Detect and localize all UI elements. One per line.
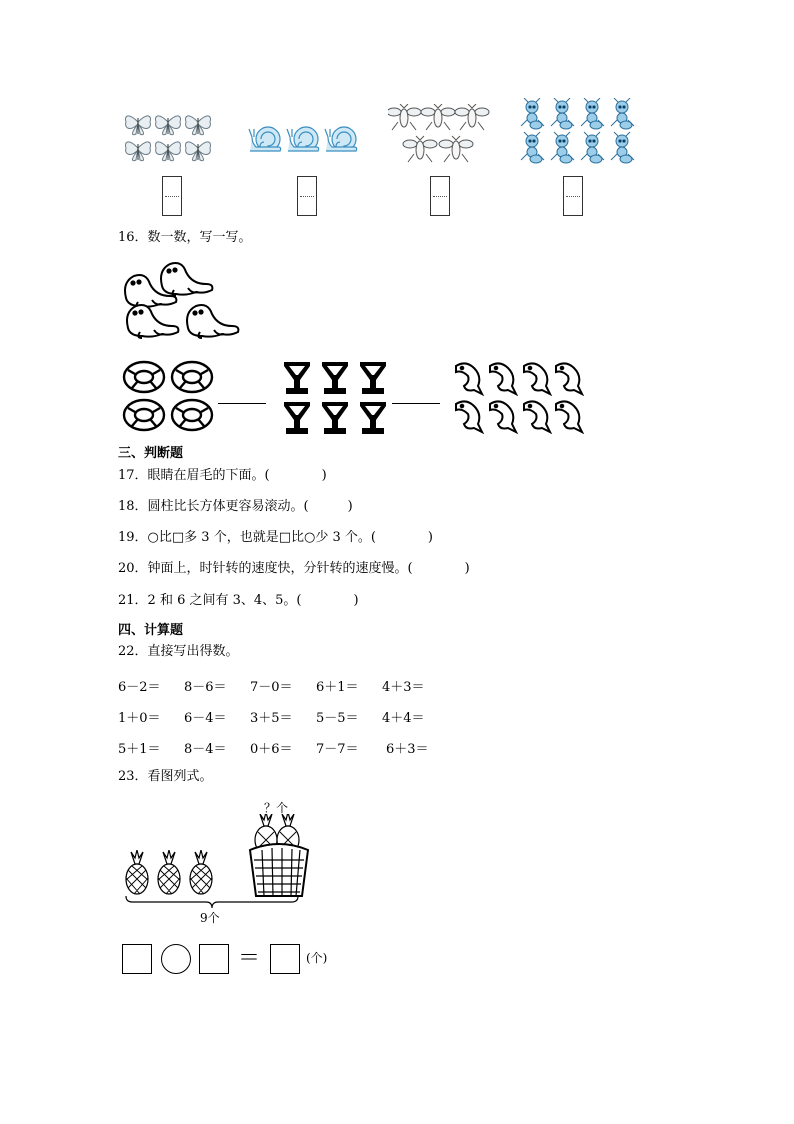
swim-ring-group (122, 360, 216, 434)
calc-item: 4＋4＝ (382, 711, 425, 726)
calc-item: 0＋6＝ (250, 742, 293, 757)
equation-box-2[interactable] (199, 944, 229, 974)
total-label: 9个 (200, 911, 220, 925)
dolphin-group (452, 360, 584, 436)
calc-item: 4＋3＝ (382, 680, 425, 695)
pineapple-basket (246, 814, 312, 898)
question-20: 20．钟面上，时针转的速度快，分针转的速度慢。( ) (118, 561, 470, 576)
bee-group (388, 104, 492, 168)
calc-item: 5－5＝ (316, 711, 359, 726)
question-16: 16．数一数，写一写。 (118, 230, 252, 245)
question-mark-label: ？个 (264, 801, 289, 815)
question-22: 22．直接写出得数。 (118, 644, 239, 659)
count-box-ant[interactable] (563, 176, 583, 216)
calc-item: 7－7＝ (316, 742, 359, 757)
calc-item: 6－4＝ (184, 711, 227, 726)
pineapple-group (122, 850, 218, 896)
unit-label: (个) (306, 951, 328, 965)
question-17: 17．眼睛在眉毛的下面。( ) (118, 468, 327, 483)
equals-sign: ＝ (238, 946, 261, 971)
section-4-title: 四、计算题 (118, 623, 184, 638)
question-23: 23．看图列式。 (118, 769, 213, 784)
question-21: 21．2 和 6 之间有 3、4、5。( ) (118, 593, 359, 608)
calc-item: 5＋1＝ (118, 742, 161, 757)
calc-item: 8－4＝ (184, 742, 227, 757)
equation-box-1[interactable] (122, 944, 152, 974)
goblet-group (284, 362, 390, 436)
seal-group (120, 262, 244, 346)
count-box-bee[interactable] (430, 176, 450, 216)
operator-circle[interactable] (161, 944, 191, 974)
match-line-2[interactable] (392, 403, 440, 404)
section-3-title: 三、判断题 (118, 446, 184, 461)
calc-item: 8－6＝ (184, 680, 227, 695)
ant-group (518, 98, 642, 164)
calc-item: 6＋3＝ (386, 742, 429, 757)
snail-group (246, 125, 362, 157)
calc-item: 1＋0＝ (118, 711, 161, 726)
question-19: 19．○比□多 3 个，也就是□比○少 3 个。( ) (118, 530, 434, 545)
question-18: 18．圆柱比长方体更容易滚动。( ) (118, 499, 353, 514)
butterfly-group (124, 110, 216, 162)
total-brace (124, 896, 300, 910)
count-box-butterfly[interactable] (162, 176, 182, 216)
calc-item: 6＋1＝ (316, 680, 359, 695)
calc-item: 3＋5＝ (250, 711, 293, 726)
match-line-1[interactable] (218, 403, 266, 404)
calc-item: 7－0＝ (250, 680, 293, 695)
calc-item: 6－2＝ (118, 680, 161, 695)
equation-box-result[interactable] (270, 944, 300, 974)
count-box-snail[interactable] (297, 176, 317, 216)
